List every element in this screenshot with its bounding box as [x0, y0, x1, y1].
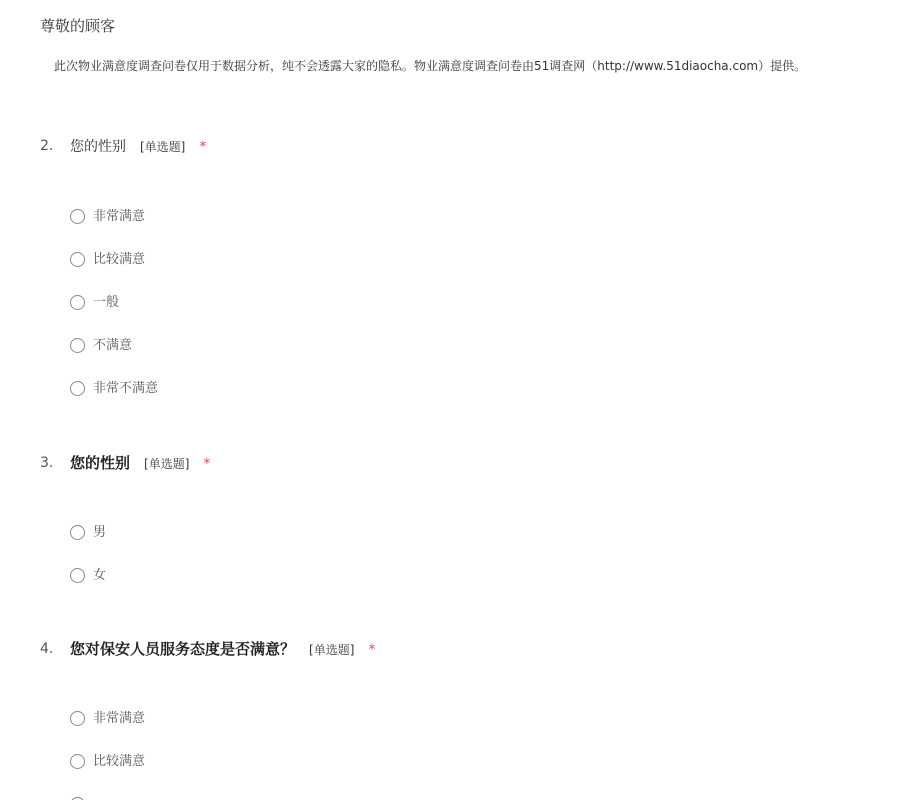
- radio-circle-icon[interactable]: [70, 295, 85, 310]
- option-label: 非常满意: [93, 209, 146, 224]
- question-title-row: [70, 451, 210, 476]
- question-type: [单选题]: [140, 140, 186, 154]
- option-label: 一般: [93, 295, 120, 310]
- question-title: 您对保安人员服务态度是否满意？: [70, 640, 296, 658]
- radio-circle-icon[interactable]: [70, 381, 85, 396]
- option-radio[interactable]: [70, 208, 370, 228]
- option-radio[interactable]: [70, 524, 370, 544]
- question-number: 2.: [40, 138, 54, 154]
- question-title-row: [70, 637, 375, 662]
- option-label: 非常满意: [93, 711, 146, 726]
- radio-circle-icon[interactable]: [70, 711, 85, 726]
- option-radio-partial[interactable]: [70, 796, 370, 800]
- question-type: [单选题]: [144, 457, 190, 471]
- question-header: [0, 451, 900, 475]
- question-number: 4.: [40, 641, 54, 657]
- greeting-title: 尊敬的顾客: [40, 17, 116, 35]
- option-label: 不满意: [93, 338, 133, 353]
- option-radio[interactable]: [70, 710, 370, 730]
- option-radio[interactable]: [70, 753, 370, 773]
- question-title: 您的性别: [70, 139, 126, 155]
- question-title-row: [70, 134, 206, 159]
- required-marker: *: [203, 456, 211, 472]
- option-radio[interactable]: [70, 294, 370, 314]
- option-label: 比较满意: [93, 754, 146, 769]
- radio-circle-icon[interactable]: [70, 338, 85, 353]
- question-number: 3.: [40, 455, 54, 471]
- required-marker: *: [368, 642, 376, 658]
- radio-circle-icon[interactable]: [70, 209, 85, 224]
- question-header: [0, 637, 900, 661]
- question-title: 您的性别: [70, 454, 131, 472]
- option-label: 比较满意: [93, 252, 146, 267]
- option-label: 非常不满意: [93, 381, 159, 396]
- survey-intro: 此次物业满意度调查问卷仅用于数据分析，纯不会透露大家的隐私。物业满意度调查问卷由51调查网（http://www.51diaocha.com）提供。: [54, 59, 807, 73]
- radio-circle-icon[interactable]: [70, 525, 85, 540]
- option-radio[interactable]: [70, 337, 370, 357]
- option-radio[interactable]: [70, 567, 370, 587]
- option-radio[interactable]: [70, 380, 370, 400]
- required-marker: *: [199, 139, 207, 155]
- option-label: 女: [93, 568, 107, 583]
- radio-circle-icon[interactable]: [70, 754, 85, 769]
- option-radio[interactable]: [70, 251, 370, 271]
- radio-circle-icon[interactable]: [70, 568, 85, 583]
- question-header: [0, 134, 900, 158]
- question-type: [单选题]: [309, 643, 355, 657]
- option-label: 男: [93, 525, 107, 540]
- radio-circle-icon[interactable]: [70, 252, 85, 267]
